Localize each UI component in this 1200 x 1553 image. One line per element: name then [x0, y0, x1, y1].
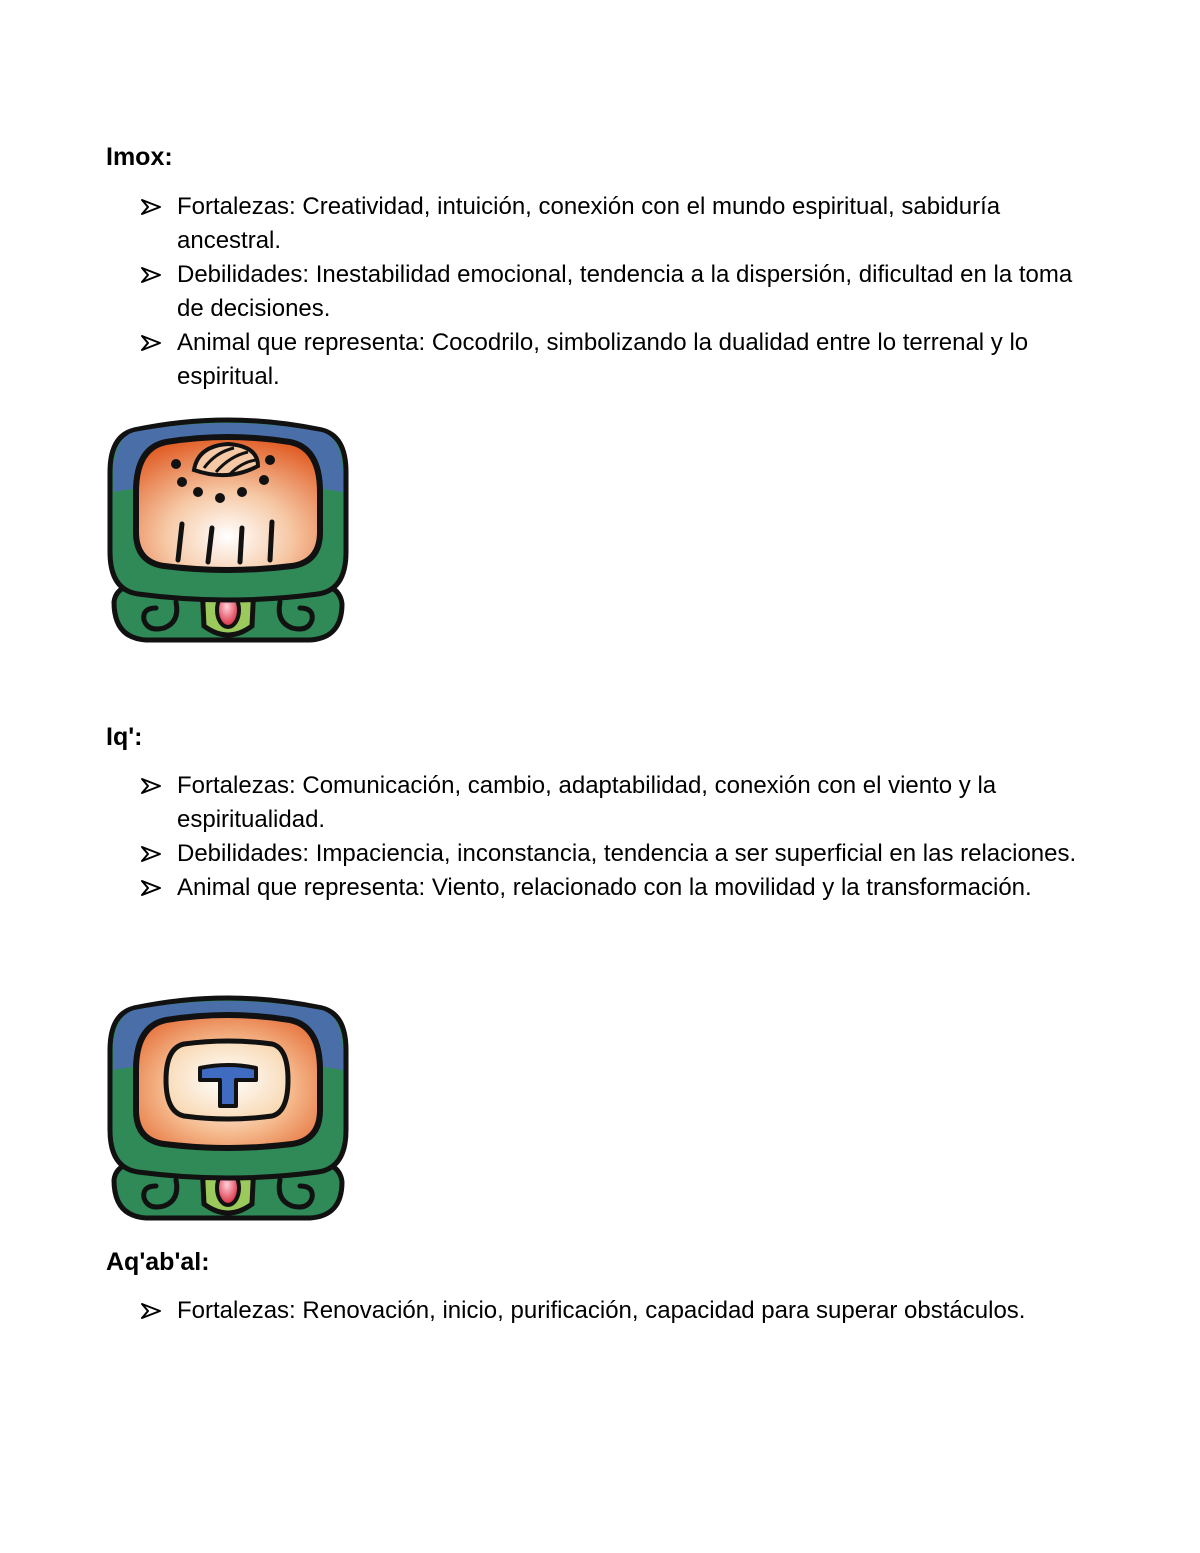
iq-glyph-image	[106, 990, 350, 1226]
imox-traits-list	[140, 190, 1100, 394]
arrow-bullet-icon	[140, 326, 162, 360]
section-title-imox: Imox:	[106, 143, 173, 171]
arrow-bullet-icon	[140, 871, 162, 905]
list-item: Animal que representa: Cocodrilo, simbolizando la dualidad entre lo terrenal y lo espiritual.	[140, 326, 1100, 394]
section-title-iq: Iq':	[106, 723, 143, 751]
list-item: Fortalezas: Creatividad, intuición, conexión con el mundo espiritual, sabiduría ancestral.	[140, 190, 1100, 258]
list-item: Animal que representa: Viento, relacionado con la movilidad y la transformación.	[140, 871, 1100, 905]
list-item: Debilidades: Inestabilidad emocional, tendencia a la dispersión, dificultad en la toma de decisiones.	[140, 258, 1100, 326]
arrow-bullet-icon	[140, 1294, 162, 1328]
arrow-bullet-icon	[140, 769, 162, 803]
iq-traits-list	[140, 769, 1100, 905]
arrow-bullet-icon	[140, 190, 162, 224]
aqabal-traits-list	[140, 1294, 1100, 1328]
list-item: Debilidades: Impaciencia, inconstancia, tendencia a ser superficial en las relaciones.	[140, 837, 1100, 871]
imox-glyph-image	[106, 412, 350, 648]
list-item: Fortalezas: Comunicación, cambio, adaptabilidad, conexión con el viento y la espiritualidad.	[140, 769, 1100, 837]
list-item: Fortalezas: Renovación, inicio, purificación, capacidad para superar obstáculos.	[140, 1294, 1100, 1328]
section-title-aqabal: Aq'ab'al:	[106, 1248, 210, 1276]
arrow-bullet-icon	[140, 258, 162, 292]
arrow-bullet-icon	[140, 837, 162, 871]
